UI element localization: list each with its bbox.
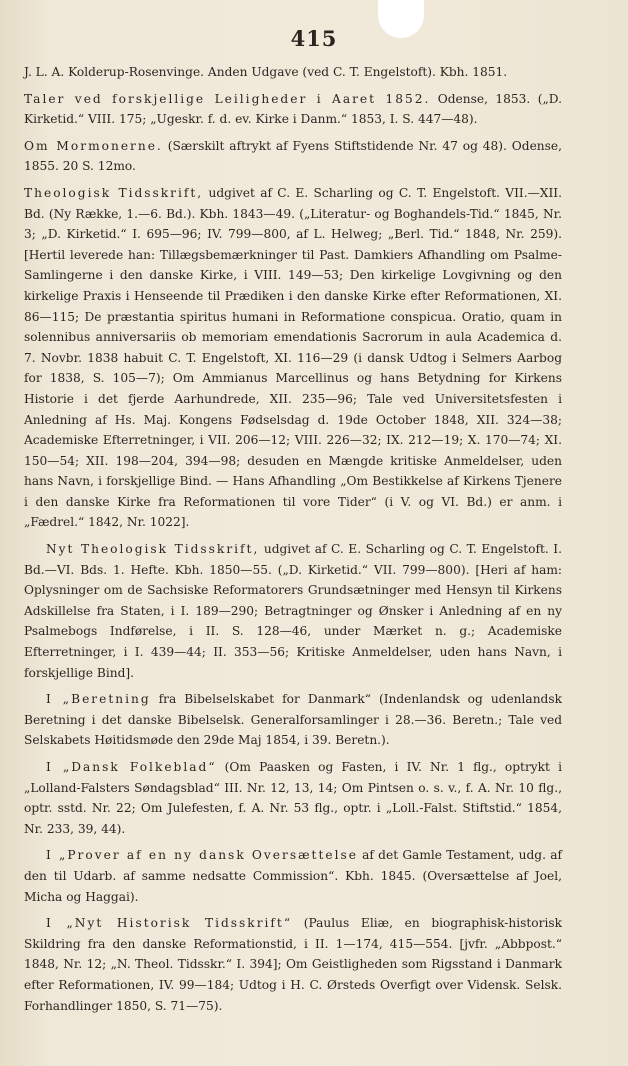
entry-text: Odense, 1853. („D. Kirketid.“ VIII. 175; „Ugeskr. f. d. ev. Kirke i Danm.“ 1853, I. S. 447—48). xyxy=(24,91,562,127)
entry-lead: Nyt Theologisk Tidsskrift, xyxy=(46,542,260,557)
entry-kolderup xyxy=(24,62,562,83)
entry-text: udgivet af C. E. Scharling og C. T. Engelstoft. I. Bd.—VI. Bds. 1. Hefte. Kbh. 1850—55. („D. Kirketid.“ VII. 799—800). [Heri af ham: Oplysninger om de Sachsiske Reformatorers Grundsætninger med Hensyn til Kirkens Adskillelse fra Staten, i I. 189—290; Betragtninger og Ønsker i Anledning af en ny Psalmebogs Indførelse, i II. S. 128—46, under Mærket n. g.; Academiske Efterretninger, i I. 439—44; II. 353—56; Kritiske Anmeldelser, uden hans Navn, i forskjellige Bind]. xyxy=(24,542,562,680)
entry-taler xyxy=(24,89,562,130)
entry-text: (Særskilt aftrykt af Fyens Stiftstidende Nr. 47 og 48). Odense, 1855. 20 S. 12mo. xyxy=(24,138,563,174)
entry-lead: I „Dansk Folkeblad“ xyxy=(46,760,217,774)
entry-nyt-theologisk-tidsskrift xyxy=(24,539,562,683)
entry-lead: Theologisk Tidsskrift, xyxy=(24,185,204,200)
bibliography-text xyxy=(24,62,562,1022)
entry-theologisk-tidsskrift xyxy=(24,183,562,533)
entry-lead: I „Nyt Historisk Tidsskrift“ xyxy=(46,916,293,931)
entry-text: af det Gamle Testament, udg. af den til Udarb. af samme nedsatte Commission“. Kbh. 1845. (Oversættelse af Joel, Micha og Haggai). xyxy=(24,848,562,904)
entry-lead: J. L. A. Kolderup-Rosenvinge. xyxy=(24,65,205,79)
entry-lead: I „Prover af en ny dansk Oversættelse xyxy=(46,848,358,863)
entry-prover xyxy=(24,845,562,907)
entry-text: (Om Paasken og Fasten, i IV. Nr. 1 flg., optrykt i „Lolland-Falsters Søndagsblad“ III. Nr. 12, 13, 14; Om Pintsen o. s. v., f. A. Nr. 10 flg., optr. sstd. Nr. 22; Om Julefesten, f. A. Nr. 53 flg., optr. i „Loll.-Falst. Stiftstid.“ 1854, Nr. 233, 39, 44). xyxy=(24,760,562,836)
entry-text: Anden Udgave (ved C. T. Engelstoft). Kbh. 1851. xyxy=(204,65,508,79)
entry-lead: Taler ved forskjellige Leiligheder i Aaret 1852. xyxy=(24,91,431,106)
page-number: 415 xyxy=(290,26,338,51)
entry-mormonerne xyxy=(24,136,562,177)
entry-lead: Om Mormonerne. xyxy=(24,138,163,153)
entry-text: (Paulus Eliæ, en biographisk-historisk Skildring fra den danske Reformationstid, i II. 1—174, 415—554. [jvfr. „Abbpost.“ 1848, Nr. 12; „N. Theol. Tidsskr.“ I. 394]; Om Geistligheden som Rigsstand i Danmark efter Reformationen, IV. 99—184; Udtog i H. C. Ørsteds Overfigt over Vidensk. Selsk. Forhandlinger 1850, S. 71—75). xyxy=(24,916,562,1013)
entry-lead: I „Beretning xyxy=(46,692,151,707)
entry-text: fra Bibelselskabet for Danmark“ (Indenlandsk og udenlandsk Beretning i det danske Bibelselsk. Generalforsamlinger i 28.—36. Beretn.; Tale ved Selskabets Høitidsmøde den 29de Maj 1854, i 39. Beretn.). xyxy=(24,692,562,748)
entry-beretning xyxy=(24,689,562,751)
entry-text: udgivet af C. E. Scharling og C. T. Engelstoft. VII.—XII. Bd. (Ny Række, 1.—6. Bd.). Kbh. 1843—49. („Literatur- og Boghandels-Tid.“ 1845, Nr. 3; „D. Kirketid.“ I. 695—96; IV. 799—800, af L. Helweg; „Berl. Tid.“ 1848, Nr. 259). [Hertil leverede han: Tillægsbemærkninger til Past. Damkiers Afhandling om Psalme-Samlingerne i den danske Kirke, i VIII. 149—53; Den kirkelige Lovgivning og den kirkelige Praxis i Henseende til Prædiken i den danske Kirke efter Reformationen, XI. 86—115; De præstantia spiritus humani in Reformatione conspicua. Oratio, quam in solennibus anniversariis ob memoriam emendationis Sacrorum in aula Academica d. 7. Novbr. 1838 habuit C. T. Engelstoft, XI. 116—29 (i dansk Udtog i Selmers Aarbog for 1838, S. 105—7); Om Ammianus Marcellinus og hans Betydning for Kirkens Historie i det fjerde Aarhundrede, XII. 235—96; Tale ved Universitetsfesten i Anledning af Hs. Maj. Kongens Fødselsdag d. 19de October 1848, XII. 324—38; Academiske Efterretninger, i VII. 206—12; VIII. 226—32; IX. 212—19; X. 170—74; XI. 150—54; XII. 198—204, 394—98; desuden en Mængde kritiske Anmeldelser, uden hans Navn, i forskjellige Bind. — Hans Afhandling „Om Bestikkelse af Kirkens Tjenere i den danske Kirke fra Reformationen til vore Tider“ (i V. og VI. Bd.) er anm. i „Fædrel.“ 1842, Nr. 1022]. xyxy=(24,185,562,530)
entry-nyt-historisk-tidsskrift xyxy=(24,913,562,1016)
entry-dansk-folkeblad xyxy=(24,757,562,839)
